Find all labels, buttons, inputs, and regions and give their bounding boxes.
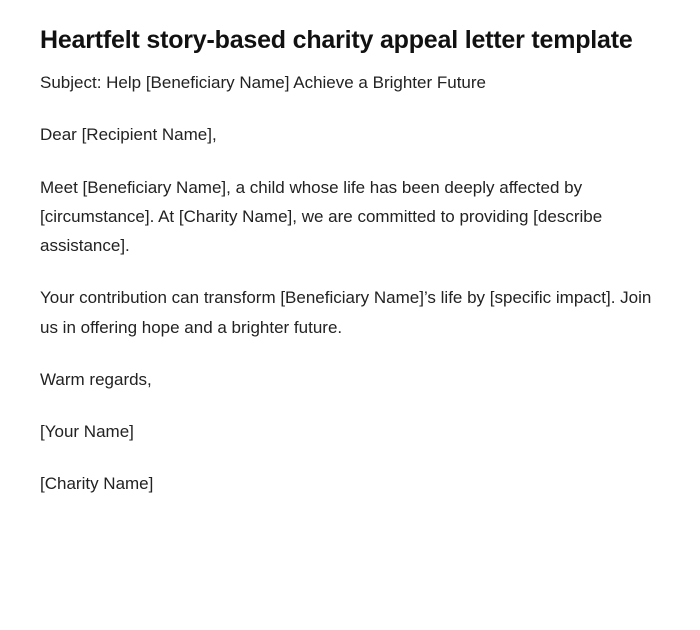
- letter-subject-line: Subject: Help [Beneficiary Name] Achieve a Brighter Future: [40, 73, 486, 93]
- letter-salutation: Dear [Recipient Name],: [40, 125, 217, 145]
- letter-organization-name: [Charity Name]: [40, 474, 154, 494]
- letter-body-paragraph-2: Your contribution can transform [Beneficiary Name]’s life by [specific impact]. Join us in offering hope and a brighter future.: [40, 288, 652, 337]
- page-title: Heartfelt story-based charity appeal letter template: [40, 26, 633, 54]
- letter-body-paragraph-1: Meet [Beneficiary Name], a child whose life has been deeply affected by [circumstance]. At [Charity Name], we are committed to providing [describe assistance].: [40, 177, 603, 256]
- letter-closing: Warm regards,: [40, 369, 152, 389]
- letter-sender-name: [Your Name]: [40, 422, 134, 442]
